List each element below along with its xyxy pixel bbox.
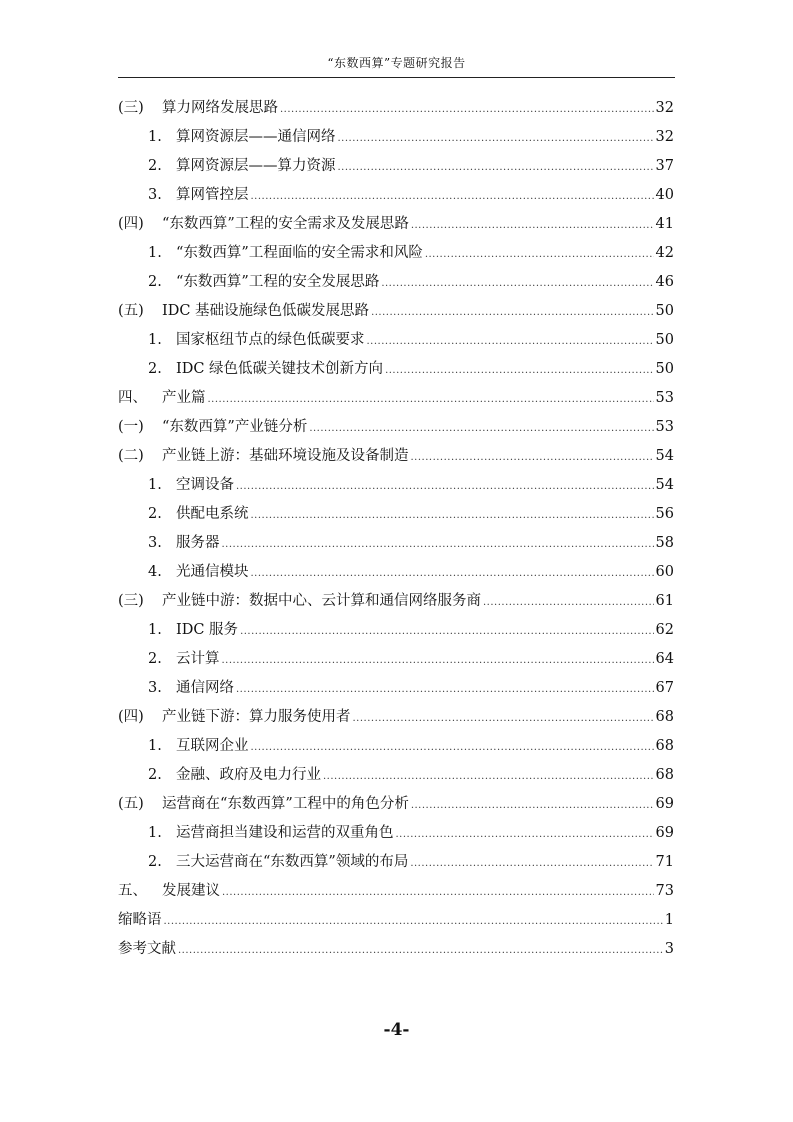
toc-dot-leader: [222, 530, 654, 559]
toc-entry-page-number: 40: [655, 187, 674, 203]
toc-entry[interactable]: [118, 123, 674, 152]
toc-dot-leader: [396, 820, 654, 849]
toc-entry-number: 2.: [148, 854, 162, 870]
toc-entry-page-number: 64: [655, 651, 674, 667]
page-number-footer: -4-: [383, 1020, 410, 1040]
toc-entry-title: 产业篇: [162, 390, 206, 406]
table-of-contents: [118, 94, 674, 964]
toc-entry-page-number: 37: [655, 158, 674, 174]
toc-entry[interactable]: [118, 761, 674, 790]
toc-entry-title: 国家枢纽节点的绿色低碳要求: [176, 332, 365, 348]
toc-entry-page-number: 60: [655, 564, 674, 580]
toc-entry-title: 互联网企业: [176, 738, 249, 754]
toc-entry-title: 通信网络: [176, 680, 234, 696]
toc-entry-number: 3.: [148, 535, 162, 551]
toc-entry-page-number: 32: [655, 129, 674, 145]
toc-entry-number: (三): [118, 100, 144, 116]
toc-entry-page-number: 1: [664, 912, 674, 928]
toc-dot-leader: [338, 124, 654, 153]
toc-entry[interactable]: [118, 732, 674, 761]
toc-entry-page-number: 54: [655, 448, 674, 464]
toc-entry-title: 缩略语: [118, 912, 162, 928]
toc-entry-title: 算网资源层——通信网络: [176, 129, 336, 145]
toc-entry-title: 产业链中游：数据中心、云计算和通信网络服务商: [162, 593, 481, 609]
toc-entry-number: (二): [118, 448, 144, 464]
toc-entry-title: 光通信模块: [176, 564, 249, 580]
toc-entry-page-number: 73: [655, 883, 674, 899]
toc-entry[interactable]: [118, 210, 674, 239]
toc-entry-number: (五): [118, 303, 144, 319]
toc-entry-number: (五): [118, 796, 144, 812]
toc-entry-title: IDC 绿色低碳关键技术创新方向: [176, 361, 384, 377]
toc-dot-leader: [236, 675, 654, 704]
toc-entry-page-number: 50: [655, 361, 674, 377]
toc-entry-title: 供配电系统: [176, 506, 249, 522]
toc-entry-number: 3.: [148, 187, 162, 203]
page-header-title: “东数西算”专题研究报告: [327, 56, 466, 70]
toc-entry-number: 2.: [148, 361, 162, 377]
toc-entry[interactable]: [118, 645, 674, 674]
toc-entry[interactable]: [118, 181, 674, 210]
toc-dot-leader: [208, 385, 654, 414]
toc-entry[interactable]: [118, 94, 674, 123]
toc-entry-number: 1.: [148, 622, 162, 638]
toc-entry[interactable]: [118, 413, 674, 442]
toc-entry-page-number: 68: [655, 767, 674, 783]
toc-entry[interactable]: [118, 848, 674, 877]
toc-entry-page-number: 71: [655, 854, 674, 870]
toc-entry-page-number: 46: [655, 274, 674, 290]
toc-dot-leader: [367, 327, 654, 356]
toc-entry[interactable]: [118, 471, 674, 500]
toc-entry-title: 运营商在“东数西算”工程中的角色分析: [162, 796, 409, 812]
toc-entry-number: 1.: [148, 332, 162, 348]
toc-dot-leader: [371, 298, 653, 327]
toc-dot-leader: [381, 269, 653, 298]
toc-entry-number: (三): [118, 593, 144, 609]
toc-entry-number: 四、: [118, 390, 147, 406]
toc-entry-page-number: 54: [655, 477, 674, 493]
toc-entry-page-number: 68: [655, 709, 674, 725]
toc-entry-title: 算力网络发展思路: [162, 100, 278, 116]
toc-entry-page-number: 41: [655, 216, 674, 232]
toc-entry[interactable]: [118, 703, 674, 732]
toc-entry-number: 2.: [148, 767, 162, 783]
toc-entry[interactable]: [118, 355, 674, 384]
toc-dot-leader: [425, 240, 654, 269]
toc-entry[interactable]: [118, 906, 674, 935]
toc-entry-title: 服务器: [176, 535, 220, 551]
toc-dot-leader: [222, 646, 654, 675]
toc-dot-leader: [240, 617, 653, 646]
toc-entry-title: 产业链上游：基础环境设施及设备制造: [162, 448, 409, 464]
toc-entry-number: 1.: [148, 129, 162, 145]
toc-dot-leader: [251, 559, 654, 588]
toc-entry-page-number: 68: [655, 738, 674, 754]
toc-entry-number: 2.: [148, 274, 162, 290]
toc-entry-page-number: 69: [655, 825, 674, 841]
toc-entry[interactable]: [118, 558, 674, 587]
toc-entry-title: IDC 服务: [176, 622, 239, 638]
toc-entry-page-number: 53: [655, 390, 674, 406]
toc-entry-title: 金融、政府及电力行业: [176, 767, 321, 783]
toc-dot-leader: [411, 791, 654, 820]
toc-dot-leader: [164, 907, 663, 936]
toc-entry-number: 1.: [148, 738, 162, 754]
toc-dot-leader: [236, 472, 654, 501]
toc-entry-title: “东数西算”工程的安全需求及发展思路: [162, 216, 409, 232]
toc-entry-page-number: 42: [655, 245, 674, 261]
toc-entry-number: 2.: [148, 158, 162, 174]
toc-entry-number: 4.: [148, 564, 162, 580]
toc-entry[interactable]: [118, 152, 674, 181]
toc-entry-title: 算网资源层——算力资源: [176, 158, 336, 174]
toc-entry-number: 1.: [148, 477, 162, 493]
toc-dot-leader: [323, 762, 654, 791]
toc-entry-page-number: 61: [655, 593, 674, 609]
toc-entry-number: (一): [118, 419, 144, 435]
toc-entry[interactable]: [118, 297, 674, 326]
toc-dot-leader: [353, 704, 654, 733]
toc-entry-page-number: 67: [655, 680, 674, 696]
toc-entry[interactable]: [118, 587, 674, 616]
toc-dot-leader: [251, 733, 654, 762]
toc-dot-leader: [483, 588, 654, 617]
toc-entry-page-number: 69: [655, 796, 674, 812]
toc-entry[interactable]: [118, 442, 674, 471]
toc-entry-page-number: 32: [655, 100, 674, 116]
toc-entry-title: 发展建议: [162, 883, 220, 899]
header-rule: [118, 77, 675, 78]
toc-dot-leader: [411, 443, 654, 472]
toc-entry-page-number: 56: [655, 506, 674, 522]
toc-entry-number: 1.: [148, 825, 162, 841]
toc-entry[interactable]: [118, 790, 674, 819]
toc-dot-leader: [222, 878, 654, 907]
toc-entry[interactable]: [118, 529, 674, 558]
toc-entry[interactable]: [118, 500, 674, 529]
toc-entry-number: (四): [118, 709, 144, 725]
toc-entry[interactable]: [118, 239, 674, 268]
toc-entry-title: 运营商担当建设和运营的双重角色: [176, 825, 394, 841]
toc-entry[interactable]: [118, 935, 674, 964]
toc-entry[interactable]: [118, 877, 674, 906]
toc-entry[interactable]: [118, 268, 674, 297]
toc-entry-number: 五、: [118, 883, 147, 899]
toc-entry-title: 算网管控层: [176, 187, 249, 203]
toc-dot-leader: [280, 95, 654, 124]
toc-entry-title: “东数西算”工程面临的安全需求和风险: [176, 245, 423, 261]
toc-entry-title: 云计算: [176, 651, 220, 667]
toc-entry-title: “东数西算”产业链分析: [162, 419, 308, 435]
toc-dot-leader: [309, 414, 653, 443]
toc-dot-leader: [251, 182, 654, 211]
toc-entry-page-number: 3: [664, 941, 674, 957]
toc-entry-page-number: 50: [655, 332, 674, 348]
toc-dot-leader: [338, 153, 654, 182]
toc-entry-number: 3.: [148, 680, 162, 696]
toc-dot-leader: [385, 356, 653, 385]
toc-entry-title: 三大运营商在“东数西算”领域的布局: [176, 854, 409, 870]
toc-entry-title: 参考文献: [118, 941, 176, 957]
toc-entry[interactable]: [118, 819, 674, 848]
toc-dot-leader: [410, 849, 653, 878]
toc-entry-page-number: 53: [655, 419, 674, 435]
toc-entry-title: IDC 基础设施绿色低碳发展思路: [162, 303, 370, 319]
toc-dot-leader: [178, 936, 663, 965]
toc-entry-number: (四): [118, 216, 144, 232]
toc-entry-page-number: 58: [655, 535, 674, 551]
toc-dot-leader: [411, 211, 654, 240]
toc-entry-title: 空调设备: [176, 477, 234, 493]
toc-entry-number: 2.: [148, 651, 162, 667]
toc-entry-number: 2.: [148, 506, 162, 522]
toc-dot-leader: [251, 501, 654, 530]
toc-entry-title: “东数西算”工程的安全发展思路: [176, 274, 380, 290]
toc-entry-page-number: 50: [655, 303, 674, 319]
toc-entry[interactable]: [118, 674, 674, 703]
toc-entry-page-number: 62: [655, 622, 674, 638]
toc-entry[interactable]: [118, 326, 674, 355]
toc-entry[interactable]: [118, 616, 674, 645]
toc-entry-number: 1.: [148, 245, 162, 261]
toc-entry-title: 产业链下游：算力服务使用者: [162, 709, 351, 725]
toc-entry[interactable]: [118, 384, 674, 413]
